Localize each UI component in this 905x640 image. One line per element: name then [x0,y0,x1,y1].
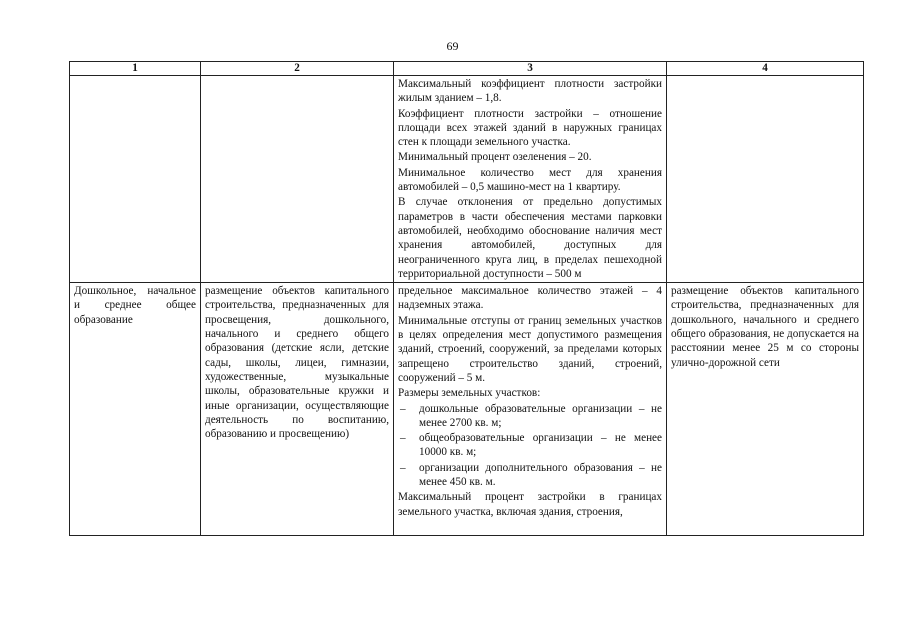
row-a-col-2 [201,76,394,283]
table-row [70,283,864,536]
list-item [398,431,662,460]
row-a-col-4 [667,76,864,283]
row-b-paragraph: Размеры земельных участков: [398,387,541,400]
row-a-paragraph: Максимальный коэффициент плотности застройки жилым зданием – 1,8. [398,78,662,105]
header-col-4: 4 [667,62,864,76]
header-col-3: 3 [394,62,667,76]
table-header-row [70,62,864,76]
row-a-paragraph: Минимальный процент озеленения – 20. [398,151,592,164]
row-b-col-4: размещение объектов капитального строительства, предназначенных для дошкольного, начального и среднего общего образования, не допускается на расстоянии менее 25 м со стороны улично-дорожной сети [667,283,864,536]
row-a-paragraph: Коэффициент плотности застройки – отношение площади всех этажей зданий в наружных границах стен к площади земельного участка. [398,107,662,149]
row-a-paragraph: В случае отклонения от предельно допустимых параметров в части обеспечения местами парковки автомобилей, необходимо обоснование наличия мест хранения автомобилей, доступных для неограниченного круга лиц, в пределах пешеходной территориальной доступности – 500 м [398,196,662,280]
header-col-2: 2 [201,62,394,76]
regulations-table [69,61,864,536]
dash-marker: – [400,432,406,445]
row-b-paragraph: Минимальные отступы от границ земельных участков в целях определения мест допустимого размещения зданий, строений, сооружений, за пределами которых запрещено строительство зданий, строений, сооружений – 5 м. [398,314,662,384]
row-a-col-1 [70,76,201,283]
land-size-list [398,402,662,490]
list-item [398,461,662,490]
list-item [398,402,662,431]
list-item-text: организации дополнительного образования – не менее 450 кв. м. [419,461,662,489]
list-item-text: общеобразовательные организации – не менее 10000 кв. м; [419,432,662,459]
header-col-1: 1 [70,62,201,76]
row-b-col-3 [394,283,667,536]
row-a-paragraph: Минимальное количество мест для хранения автомобилей – 0,5 машино-мест на 1 квартиру. [398,166,662,194]
row-b-col-2: размещение объектов капитального строительства, предназначенных для просвещения, дошкольного, начального и среднего общего образования (детские ясли, детские сады, школы, лицеи, гимназии, художественные, музыкальные школы, образовательные кружки и иные организации, осуществляющие деятельность по воспитанию, образованию и просвещению) [201,283,394,536]
row-b-col-1: Дошкольное, начальное и среднее общее образование [70,283,201,536]
dash-marker: – [400,402,406,415]
row-b-paragraph: Максимальный процент застройки в границах земельного участка, включая здания, строения, [398,491,662,518]
dash-marker: – [400,461,406,474]
list-item-text: дошкольные образовательные организации – не менее 2700 кв. м; [419,402,662,429]
page-number: 69 [446,39,459,53]
table-row [70,76,864,283]
row-a-col-3 [394,76,667,283]
row-b-paragraph: предельное максимальное количество этажей – 4 надземных этажа. [398,285,662,312]
